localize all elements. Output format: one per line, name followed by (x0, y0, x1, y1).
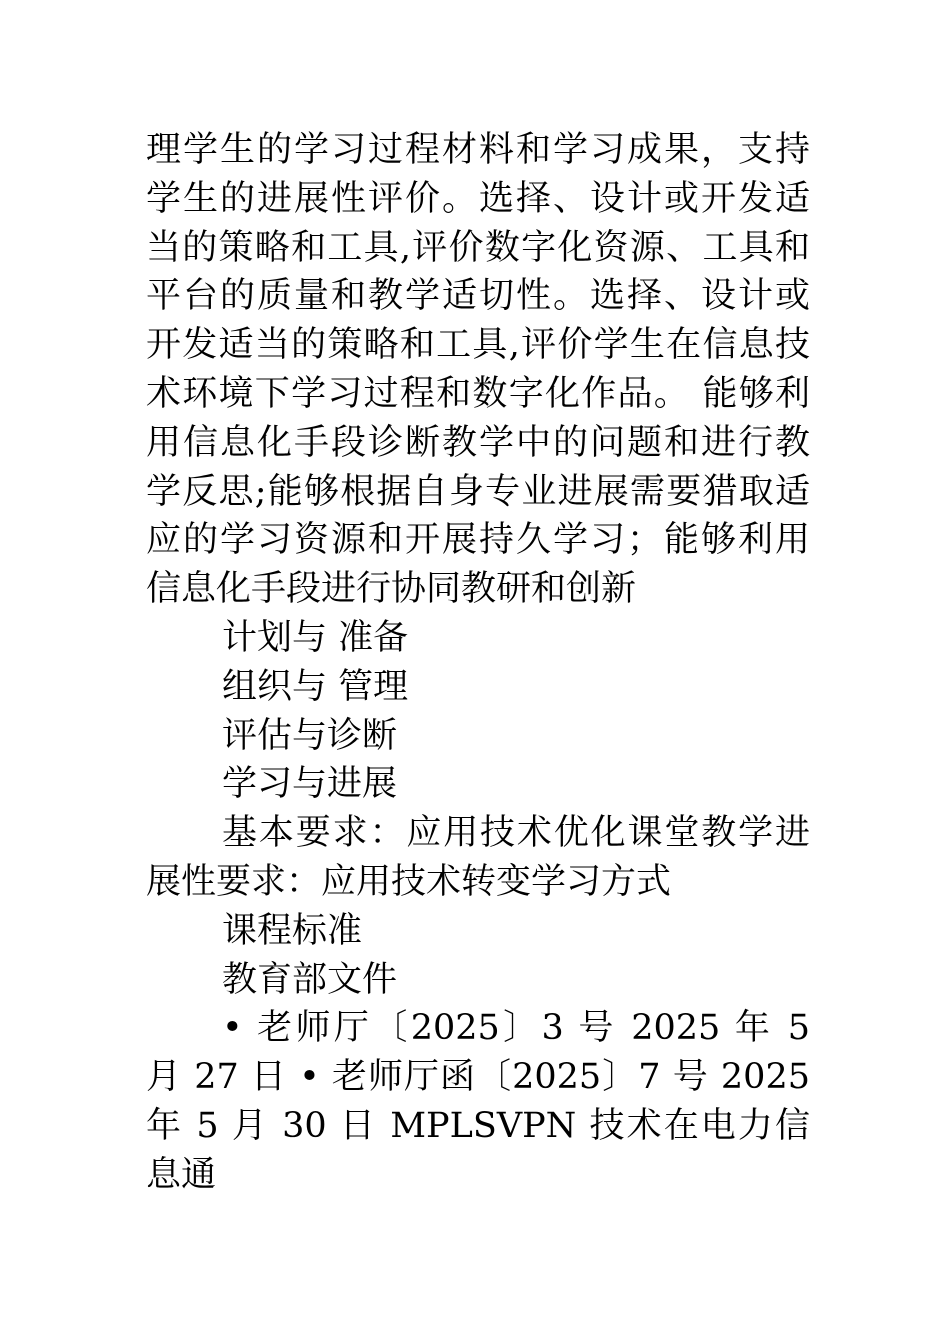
paragraph-requirements: 基本要求：应用技术优化课堂教学进展性要求：应用技术转变学习方式 (146, 813, 810, 902)
document-page (146, 126, 810, 1200)
paragraph-evaluation-intro: 理学生的学习过程材料和学习成果，支持学生的进展性评价。选择、设计或开发适当的策略和工具,评价数字化资源、工具和平台的质量和教学适切性。选择、设计或开发适当的策略和工具,评价学生在信息技术环境下学习过程和数字化作品。 能够利用信息化手段诊断教学中的问题和进行教学反思;能够根据自身专业进展需要猎取适应的学习资源和开展持久学习；能够利用信息化手段进行协同教研和创新 (146, 130, 810, 610)
paragraph-assess-diagnose: 评估与诊断 (222, 715, 398, 756)
paragraph-learn-develop: 学习与进展 (222, 764, 398, 805)
paragraph-plan-prepare: 计划与 准备 (222, 617, 409, 658)
paragraph-organize-manage: 组织与 管理 (222, 666, 409, 707)
paragraph-ministry-documents: 教育部文件 (222, 959, 398, 1000)
paragraph-document-references: • 老师厅〔2025〕3 号 2025 年 5 月 27 日 • 老师厅函〔2025〕7 号 2025 年 5 月 30 日 MPLSVPN 技术在电力信息通 (146, 1008, 810, 1195)
paragraph-curriculum-standard: 课程标准 (222, 910, 363, 951)
